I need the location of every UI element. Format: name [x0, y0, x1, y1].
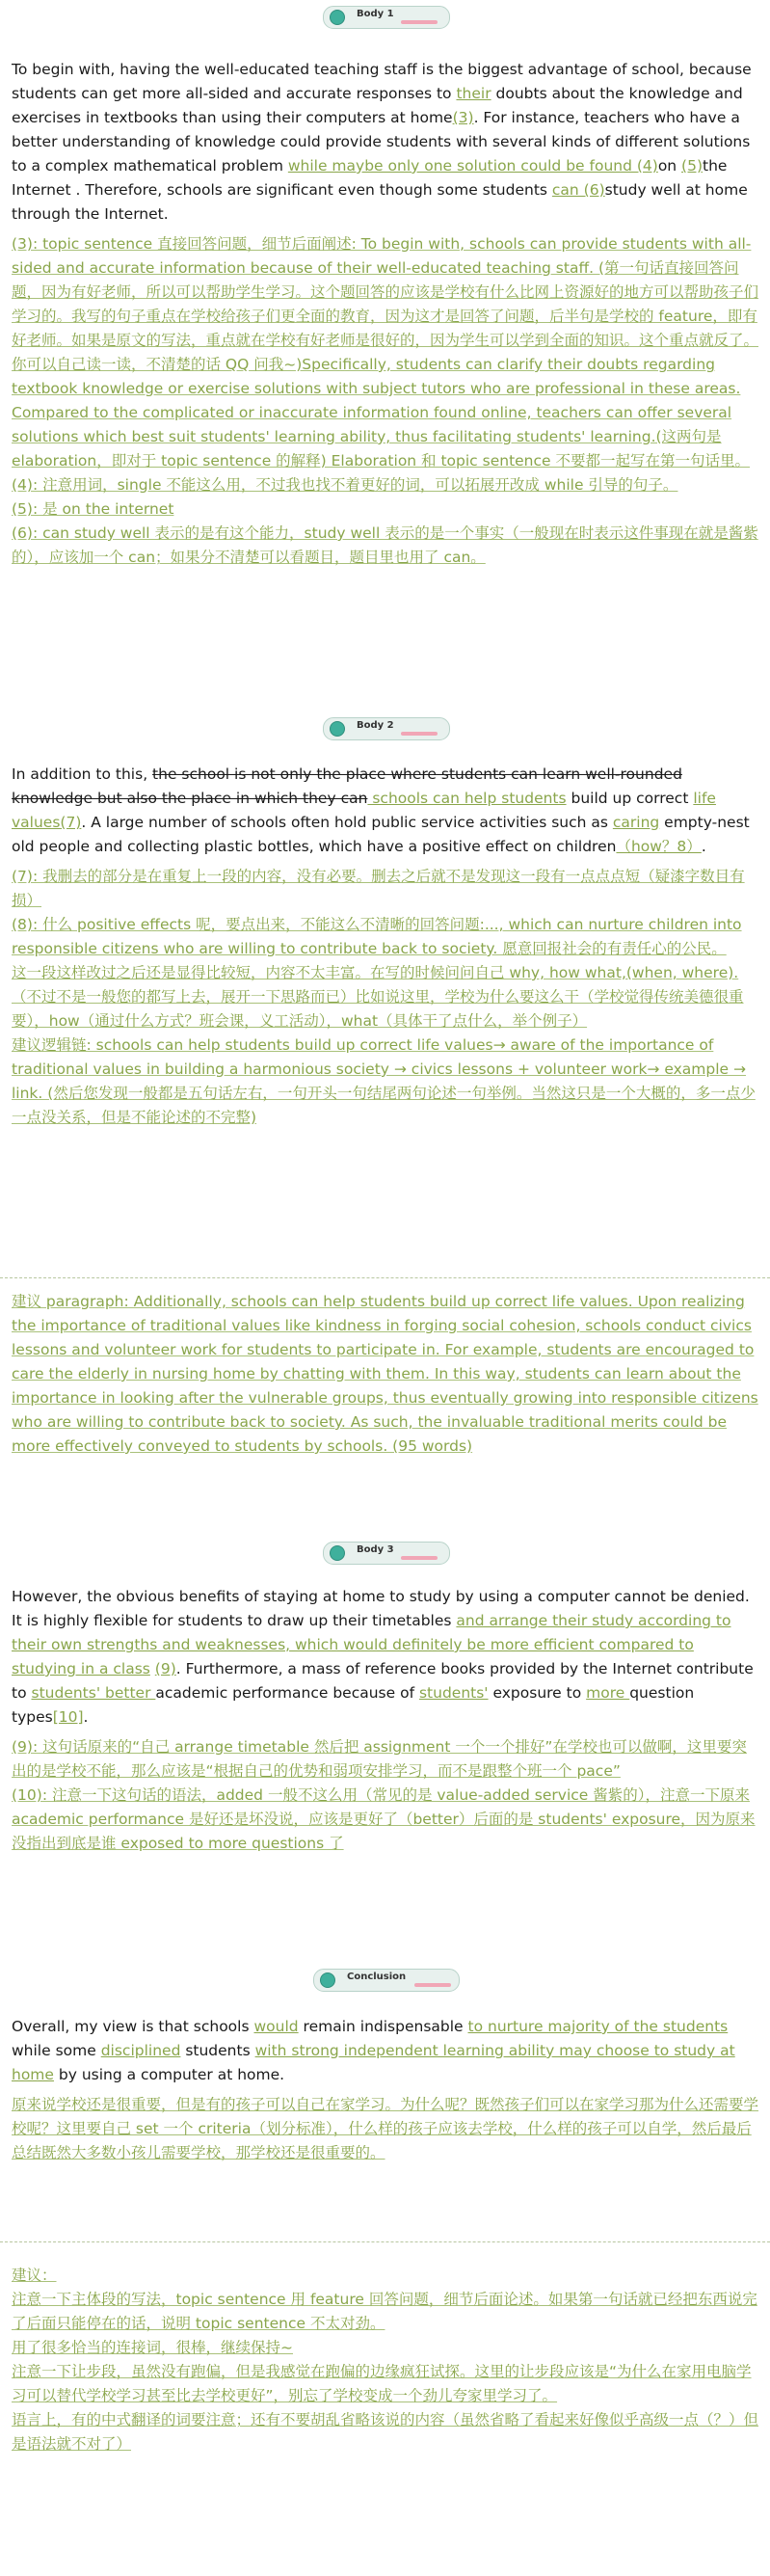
correction-marker: [10] — [52, 1708, 84, 1726]
summary-block — [0, 2264, 770, 2572]
correction: can (6) — [551, 181, 605, 199]
conclusion-text: remain indispensable — [298, 2018, 468, 2035]
body1-text: doubts about the knowledge and exercises in textbooks than using their computers at home — [12, 85, 743, 126]
bullet-icon — [330, 721, 345, 737]
body1-paragraph — [0, 50, 770, 232]
note-4: (4): 注意用词，single 不能这么用，不过我也找不着更好的词，可以拓展开改成 while 引导的句子。 — [12, 476, 678, 494]
note-3: (3): topic sentence 直接回答问题，细节后面阐述: To begin with, schools can provide students with all-sided and accurate information because of their well-educated teaching staff. (第一句话直接回答问题，因为有好老师，所以可以帮助学生学习。这个题回答的应该是学校有什么比网上资源好的地方可以帮助孩子们学习的。我写的句子重点在学校给孩子们更全面的教育，因为这才是回答了问题，后半句是学校的 feature，即有好老师。如果是原文的写法，重点就在学校有好老师是很好的，因为学生可以学到全面的知识。这个重点就反了。你可以自己读一读，不清楚的话 QQ 问我~)Specifically, students can clarify their doubts regarding textbook knowledge or exercise solutions with subject tutors who are professional in these areas. Compared to the complicated or inaccurate information found online, teachers can offer several solutions which best suit students' learning ability, thus facilitating students' learning.(这两句是 elaboration，即对于 topic sentence 的解释) Elaboration 和 topic sentence 不要都一起写在第一句话里。 — [12, 235, 759, 470]
summary-line: 注意一下让步段，虽然没有跑偏，但是我感觉在跑偏的边缘疯狂试探。这里的让步段应该是“为什么在家用电脑学习可以替代学校学习甚至比去学校更好”，别忘了学校变成一个劲儿夸家里学习了。 — [12, 2363, 752, 2404]
decorative-bar — [401, 20, 438, 24]
note-logic: 建议逻辑链: schools can help students build up correct life values→ aware of the importance of traditional values in building a harmonious society → civics lessons + volunteer work→ example → link. (然后您发现一般都是五句话左右，一句开头一句结尾两句论述一句举例。当然这只是一个大概的，多一点少一点没关系，但是不能论述的不完整) — [12, 1036, 756, 1126]
correction: would — [253, 2018, 299, 2035]
decorative-bar — [401, 1556, 438, 1560]
body3-block — [0, 1577, 770, 1924]
correction: schools can help students — [367, 790, 567, 807]
body2-block — [0, 755, 770, 1268]
body2-text: build up correct — [566, 790, 694, 807]
note-9: (9): 这句话原来的“自己 arrange timetable 然后把 assignment 一个一个排好”在学校也可以做啊，这里要突出的是学校不能，那么应该是“根据自己的优势和弱项安排学习，而不是跟整个班一个 pace” — [12, 1738, 747, 1780]
note-short: 这一段这样改过之后还是显得比较短，内容不太丰富。在写的时候问问自己 why, how what,(when, where). （不过不是一般您的都写上去，展开一下思路而已）比如说这里，学校为什么要这么干（学校觉得传统美德很重要），how（通过什么方式？班会课，义工活动），what（具体干了点什么，举个例子） — [12, 964, 744, 1030]
body3-paragraph — [0, 1577, 770, 1735]
body1-text: To begin with, having the well-educated teaching staff is the biggest advantage of school, because students can get more all-sided and accurate responses to — [12, 61, 752, 102]
body1-text: . For instance, teachers who have a better understanding of knowledge could provide students with several kinds of different solutions to a complex mathematical problem — [12, 109, 751, 174]
body1-block — [0, 50, 770, 646]
correction-marker: (5) — [681, 157, 704, 174]
correction-marker: (9) — [154, 1660, 176, 1677]
body2-text: . A large number of schools often hold public service activities such as — [81, 814, 613, 831]
section-title: Body 2 — [357, 720, 394, 731]
section-label-conclusion — [0, 1965, 770, 1994]
correction: students' better — [31, 1684, 156, 1702]
body2-paragraph — [0, 755, 770, 865]
section-label-body2 — [0, 713, 770, 742]
correction: with strong independent learning ability may choose to study at home — [12, 2042, 735, 2083]
section-label-body3 — [0, 1538, 770, 1567]
decorative-bar — [401, 732, 438, 736]
conclusion-block — [0, 2007, 770, 2234]
section-title: Conclusion — [347, 1972, 407, 1982]
note-conclusion: 原来说学校还是很重要，但是有的孩子可以自己在家学习。为什么呢？既然孩子们可以在家学习那为什么还需要学校呢？这里要自己 set 一个 criteria（划分标准），什么样的孩子应该去学校，什么样的孩子可以自学，然后最后总结既然大多数小孩儿需要学校，那学校还是很重要的。 — [12, 2096, 759, 2161]
body3-text: exposure to — [488, 1684, 587, 1702]
summary-title: 建议： — [12, 2267, 57, 2284]
correction: more — [586, 1684, 630, 1702]
correction: disciplined — [100, 2042, 181, 2059]
body2-text: . — [701, 838, 706, 855]
bullet-icon — [330, 10, 345, 25]
correction: to nurture majority of the students — [467, 2018, 729, 2035]
body1-text: on — [657, 157, 682, 174]
suggested-text: 建议 paragraph: Additionally, schools can help students build up correct life values. Upon realizing the importance of traditional values like kindness in forging social cohesion, schools conduct civics lessons and volunteer work for students to participate in. For example, students are encouraged to care the elderly in nursing home by chatting with them. In this way, students can learn about the importance in looking after the vulnerable groups, thus eventually growing into responsible citizens who are willing to contribute back to society. As such, the invaluable traditional merits could be more effectively conveyed to students by schools. (95 words) — [12, 1293, 758, 1455]
section-pill — [323, 717, 450, 740]
bullet-icon — [330, 1545, 345, 1561]
divider — [0, 2241, 770, 2242]
suggested-paragraph — [0, 1290, 770, 1459]
body3-text: . Furthermore, a mass of reference books provided by the Internet contribute to — [12, 1660, 754, 1702]
note-7: (7): 我删去的部分是在重复上一段的内容，没有必要。删去之后就不是发现这一段有一点点点短（疑漆字数目有损） — [12, 868, 745, 909]
body3-text: However, the obvious benefits of staying at home to study by using a computer cannot be denied. It is highly flexible for students to draw up their timetables — [12, 1588, 750, 1629]
section-label-body1 — [0, 2, 770, 31]
correction: caring — [612, 814, 660, 831]
conclusion-text: Overall, my view is that schools — [12, 2018, 254, 2035]
note-10: (10): 注意一下这句话的语法，added 一般不这么用（常见的是 value-added service 酱紫的），注意一下原来 academic performance 是好还是坏没说，应该是更好了（better）后面的是 students' exposure，因为原来没指出到底是谁 exposed to more questions 了 — [12, 1786, 756, 1852]
section-title: Body 1 — [357, 9, 394, 19]
correction: students' — [418, 1684, 489, 1702]
correction-marker: (7) — [60, 814, 82, 831]
body2-suggestion-block — [0, 1290, 770, 1533]
body2-notes — [0, 865, 770, 1130]
conclusion-text: by using a computer at home. — [53, 2066, 285, 2083]
body1-text: the Internet . Therefore, schools are significant even though some students — [12, 157, 728, 199]
summary-line: 语言上，有的中式翻译的词要注意；还有不要胡乱省略该说的内容（虽然省略了看起来好像似乎高级一点（？）但是语法就不对了） — [12, 2411, 759, 2453]
note-5: (5): 是 on the internet — [12, 500, 174, 518]
divider — [0, 1277, 770, 1278]
summary-notes — [0, 2264, 770, 2456]
section-pill — [323, 6, 450, 29]
conclusion-text: students — [180, 2042, 255, 2059]
correction: life values — [12, 790, 716, 831]
summary-line: 注意一下主体段的写法，topic sentence 用 feature 回答问题，细节后面论述。如果第一句话就已经把东西说完了后面只能停在的话，说明 topic sentence 不太对劲。 — [12, 2291, 757, 2332]
note-8: (8): 什么 positive effects 呢，要点出来，不能这么不清晰的回答问题:..., which can nurture children into responsible citizens who are willing to contribute back to society. 愿意回报社会的有责任心的公民。 — [12, 916, 742, 957]
body3-text: . — [83, 1708, 89, 1726]
correction: their — [456, 85, 491, 102]
body1-text: study well at home through the Internet. — [12, 181, 748, 223]
section-pill — [313, 1969, 460, 1992]
correction-marker: （how？8） — [616, 838, 702, 855]
summary-line: 用了很多恰当的连接词，很棒，继续保持~ — [12, 2339, 293, 2356]
correction: and arrange their study according to their own strengths and weaknesses, which would definitely be more efficient compared to studying in a class — [12, 1612, 731, 1677]
decorative-bar — [414, 1983, 451, 1987]
correction-marker: (3) — [452, 109, 474, 126]
body2-text: In addition to this, — [12, 765, 153, 783]
note-6: (6): can study well 表示的是有这个能力，study well 表示的是一个事实（一般现在时表示这件事现在就是酱紫的），应该加一个 can；如果分不清楚可以看题目，题目里也用了 can。 — [12, 524, 758, 566]
body3-text: question types — [12, 1684, 695, 1726]
body3-text: academic performance because of — [155, 1684, 419, 1702]
body3-notes — [0, 1735, 770, 1856]
deleted-text: the school is not only the place where students can learn well-rounded knowledge but also the place in which they can — [12, 765, 682, 807]
body1-notes — [0, 232, 770, 570]
conclusion-notes — [0, 2093, 770, 2165]
body2-text: empty-nest old people and collecting plastic bottles, which have a positive effect on children — [12, 814, 750, 855]
bullet-icon — [320, 1972, 335, 1988]
conclusion-paragraph — [0, 2007, 770, 2093]
section-title: Body 3 — [357, 1544, 394, 1555]
section-pill — [323, 1542, 450, 1565]
conclusion-text: while some — [12, 2042, 101, 2059]
correction: while maybe only one solution could be found (4) — [287, 157, 658, 174]
